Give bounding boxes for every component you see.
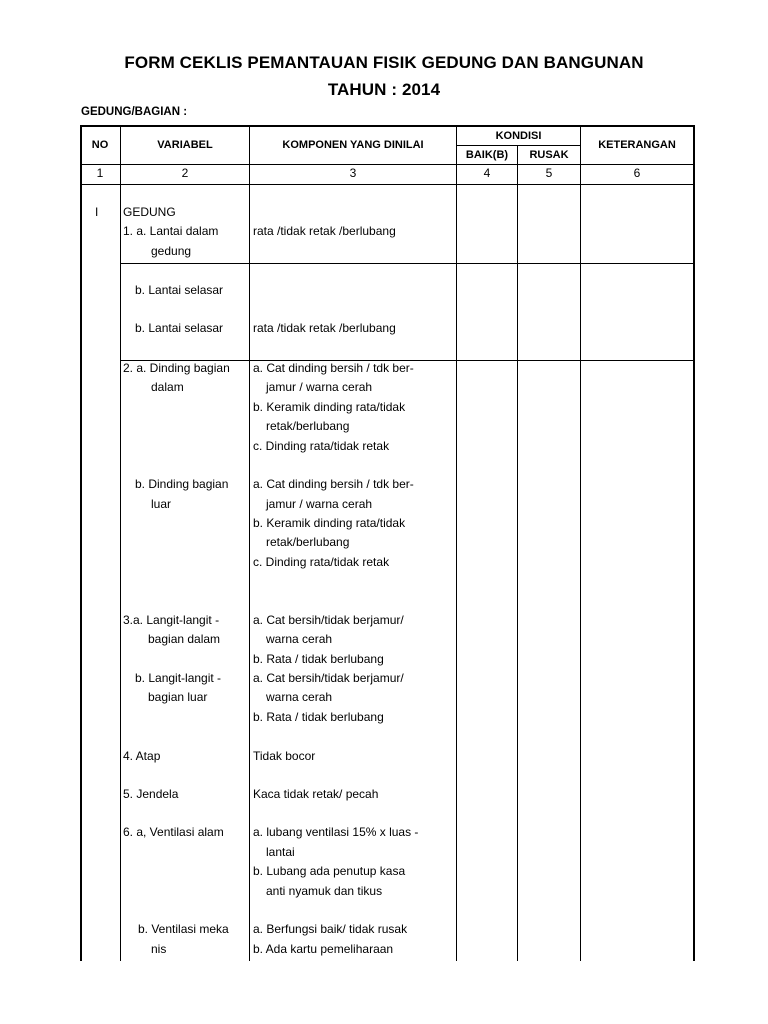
component-dinding-dalam-3: b. Keramik dinding rata/tidak — [253, 400, 406, 414]
variable-ventilasi-mekanis: b. Ventilasi meka — [138, 922, 229, 936]
component-langit-dalam-2: warna cerah — [266, 632, 333, 646]
header-rusak: RUSAK — [529, 149, 569, 161]
component-langit-luar-1: a. Cat bersih/tidak berjamur/ — [253, 671, 404, 685]
component-langit-dalam-3: b. Rata / tidak berlubang — [253, 652, 384, 666]
col-number-5: 5 — [545, 166, 553, 180]
header-no: NO — [91, 139, 109, 151]
component-dinding-dalam-2: jamur / warna cerah — [266, 380, 373, 394]
header-kondisi: KONDISI — [495, 129, 542, 142]
form-year: TAHUN : 2014 — [327, 80, 441, 99]
variable-jendela: 5. Jendela — [123, 787, 179, 801]
number-row-bottom-border — [80, 184, 694, 185]
col-divider-rusak — [580, 125, 581, 961]
building-section-label: GEDUNG/BAGIAN : — [81, 106, 188, 118]
section-number: I — [95, 205, 99, 219]
component-dinding-luar-5: c. Dinding rata/tidak retak — [253, 555, 390, 569]
header-bottom-border — [80, 164, 694, 165]
header-keterangan: KETERANGAN — [598, 139, 676, 151]
component-ventilasi-alam-1: a. lubang ventilasi 15% x luas - — [253, 825, 419, 839]
component-ventilasi-mekanis-1: a. Berfungsi baik/ tidak rusak — [253, 922, 408, 936]
variable-langit-luar-cont: bagian luar — [148, 690, 208, 704]
component-ventilasi-alam-3: b. Lubang ada penutup kasa — [253, 864, 406, 878]
table-right-border — [693, 125, 695, 961]
variable-ventilasi-mekanis-cont: nis — [151, 942, 167, 956]
variable-langit-luar: b. Langit-langit - — [135, 671, 222, 685]
form-title: FORM CEKLIS PEMANTAUAN FISIK GEDUNG DAN BANGUNAN — [124, 53, 644, 72]
col-number-2: 2 — [181, 166, 189, 180]
variable-lantai-dalam: 1. a. Lantai dalam — [123, 224, 219, 238]
component-dinding-dalam-1: a. Cat dinding bersih / tdk ber- — [253, 361, 414, 375]
col-divider-variabel — [249, 125, 250, 961]
header-baik: BAIK(B) — [465, 149, 509, 161]
col-divider-komponen — [456, 125, 457, 961]
component-dinding-luar-3: b. Keramik dinding rata/tidak — [253, 516, 406, 530]
col-number-6: 6 — [633, 166, 641, 180]
component-lantai-dalam: rata /tidak retak /berlubang — [253, 224, 396, 238]
component-ventilasi-alam-2: lantai — [266, 845, 295, 859]
variable-dinding-dalam-cont: dalam — [151, 380, 184, 394]
table-left-border — [80, 125, 82, 961]
variable-dinding-luar: b. Dinding bagian — [135, 477, 229, 491]
col-number-1: 1 — [96, 166, 104, 180]
component-langit-dalam-1: a. Cat bersih/tidak berjamur/ — [253, 613, 404, 627]
component-jendela: Kaca tidak retak/ pecah — [253, 787, 379, 801]
variable-lantai-dalam-cont: gedung — [151, 244, 192, 258]
variable-lantai-selasar-repeat: b. Lantai selasar — [135, 321, 224, 335]
header-komponen: KOMPONEN YANG DINILAI — [282, 139, 424, 151]
col-number-3: 3 — [349, 166, 357, 180]
component-dinding-dalam-5: c. Dinding rata/tidak retak — [253, 439, 390, 453]
component-dinding-luar-2: jamur / warna cerah — [266, 497, 373, 511]
row-divider-1 — [120, 263, 694, 264]
col-divider-no — [120, 125, 121, 961]
variable-lantai-selasar: b. Lantai selasar — [135, 283, 224, 297]
col-divider-baik — [517, 145, 518, 961]
component-dinding-dalam-4: retak/berlubang — [266, 419, 350, 433]
component-langit-luar-3: b. Rata / tidak berlubang — [253, 710, 384, 724]
variable-langit-dalam: 3.a. Langit-langit - — [123, 613, 220, 627]
component-ventilasi-alam-4: anti nyamuk dan tikus — [266, 884, 383, 898]
variable-dinding-dalam: 2. a. Dinding bagian — [123, 361, 230, 375]
component-ventilasi-mekanis-2: b. Ada kartu pemeliharaan — [253, 942, 394, 956]
variable-langit-dalam-cont: bagian dalam — [148, 632, 221, 646]
component-dinding-luar-4: retak/berlubang — [266, 535, 350, 549]
variable-atap: 4. Atap — [123, 749, 161, 763]
col-number-4: 4 — [483, 166, 491, 180]
section-title: GEDUNG — [123, 205, 176, 219]
component-atap: Tidak bocor — [253, 749, 316, 763]
component-lantai-selasar: rata /tidak retak /berlubang — [253, 321, 396, 335]
variable-dinding-luar-cont: luar — [151, 497, 172, 511]
component-langit-luar-2: warna cerah — [266, 690, 333, 704]
header-variabel: VARIABEL — [157, 139, 213, 151]
component-dinding-luar-1: a. Cat dinding bersih / tdk ber- — [253, 477, 414, 491]
variable-ventilasi-alam: 6. a, Ventilasi alam — [123, 825, 224, 839]
